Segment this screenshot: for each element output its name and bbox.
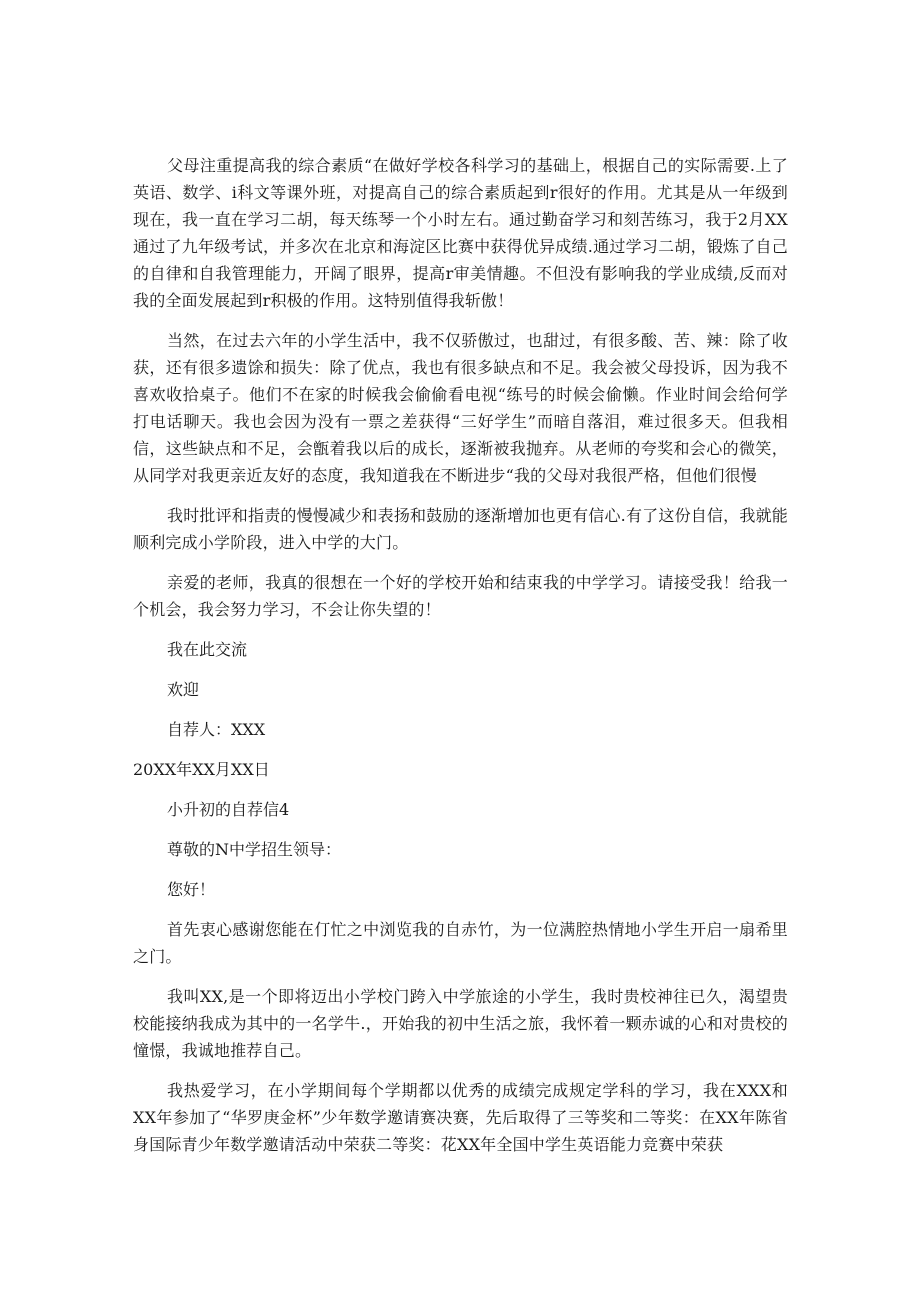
salutation: 尊敬的N中学招生领导： [167,840,342,859]
signer-line: 自荐人：XXX [167,720,266,739]
greeting: 您好！ [167,880,216,899]
closing-line-2: 欢迎 [167,680,200,699]
paragraph-4: 亲爱的老师，我真的很想在一个好的学校开始和结束我的中学学习。请接受我！给我一个机会，我会努力学习，不会让你失望的！ [133,573,788,619]
paragraph-3: 我时批评和指责的慢慢减少和表扬和鼓励的逐渐增加也更有信心.有了这份自信，我就能顺利完成小学阶段，进入中学的大门。 [133,506,788,552]
date-line: 20XX年XX月XX日 [133,760,270,779]
body-paragraph-1: 首先衷心感谢您能在仃忙之中浏览我的自赤竹，为一位满腔热情地小学生开启一扇希里之门。 [133,920,788,966]
body-paragraph-3: 我热爱学习，在小学期间每个学期都以优秀的成绩完成规定学科的学习，我在XXX和XX年参加了“华罗庚金杯”少年数学邀请赛决赛，先后取得了三等奖和二等奖：在XX年陈省身国际青少年数学邀请活动中荣获二等奖：花XX年全国中学生英语能力竞赛中荣获 [133,1081,788,1154]
paragraph-2: 当然，在过去六年的小学生活中，我不仅骄傲过，也甜过，有很多酸、苦、辣：除了收获，还有很多遗馀和损失：除了优点，我也有很多缺点和不足。我会被父母投诉，因为我不喜欢收拾桌子。他们不在家的时候我会偷偷看电视“练号的时候会偷懒。作业时间会给何学打电话聊天。我也会因为没有一票之差获得“三好学生”而暗自落泪，难过很多天。但我相信，这些缺点和不足，会甑着我以后的成长，逐渐被我抛弃。从老师的夸奖和会心的微笑，从同学对我更亲近友好的态度，我知道我在不断进步“我的父母对我很严格，但他们很慢 [133,331,788,485]
paragraph-1: 父母注重提高我的综合素质“在做好学校各科学习的基础上，根据自己的实际需要.上了英语、数学、i科文等课外班，对提高自己的综合素质起到r很好的作用。尤其是从一年级到现在，我一直在学习二胡，每天练琴一个小时左右。通过勤奋学习和刻苦练习，我于2月XX通过了九年级考试，并多次在北京和海淀区比赛中获得优异成绩.通过学习二胡，锻炼了自己的自律和自我管理能力，开阔了眼界，提高r审美情趣。不但没有影响我的学业成绩,反而对我的全面发展起到r积极的作用。这特别值得我斩傲！ [133,156,788,310]
body-paragraph-2: 我叫XX,是一个即将迈出小学校门跨入中学旅途的小学生，我时贵校神往已久，渴望贵校能接纳我成为其中的一名学牛.，开始我的初中生活之旅，我怀着一颗赤诚的心和对贵校的憧憬，我诚地推荐自己。 [133,987,788,1060]
document-body [133,152,788,1171]
closing-line-1: 我在此交流 [167,640,248,659]
letter-title: 小升初的自荐信4 [167,800,290,819]
